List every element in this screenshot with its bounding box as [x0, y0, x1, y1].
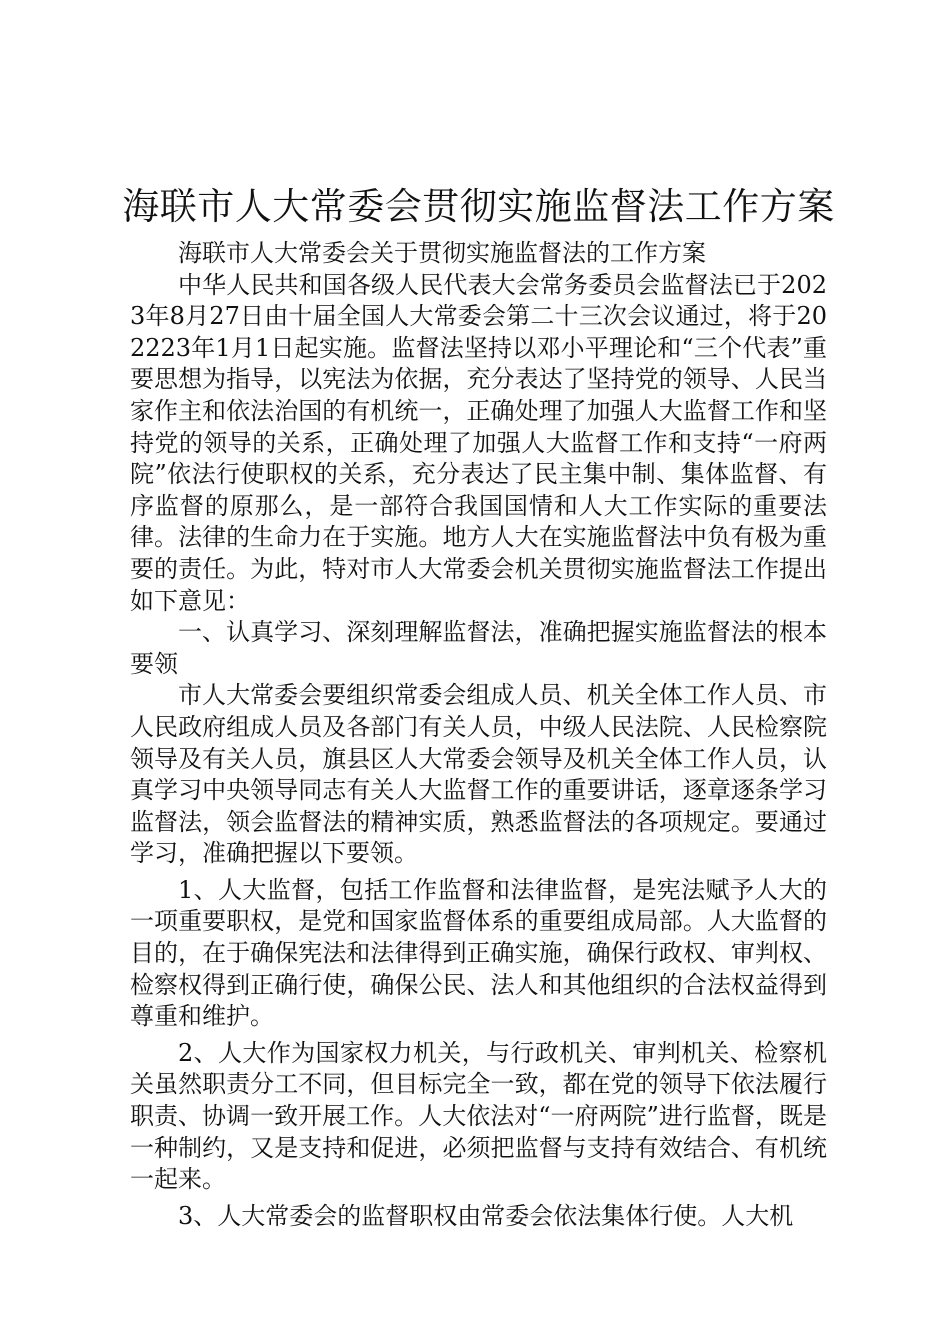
paragraph-study: 市人大常委会要组织常委会组成人员、机关全体工作人员、市人民政府组成人员及各部门有关人员，中级人民法院、人民检察院领导及有关人员，旗县区人大常委会领导及机关全体工作人员，认真学习中央领导同志有关人大监督工作的重要讲话，逐章逐条学习监督法，领会监督法的精神实质，熟悉监督法的各项规定。要通过学习，准确把握以下要领。 — [130, 681, 827, 868]
paragraph-intro: 中华人民共和国各级人民代表大会常务委员会监督法已于2023年8月27日由十届全国人大常委会第二十三次会议通过，将于202223年1月1日起实施。监督法坚持以邓小平理论和“三个代表”重要思想为指导，以宪法为依据，充分表达了坚持党的领导、人民当家作主和依法治国的有机统一，正确处理了加强人大监督工作和坚持党的领导的关系，正确处理了加强人大监督工作和支持“一府两院”依法行使职权的关系，充分表达了民主集中制、集体监督、有序监督的原那么，是一部符合我国国情和人大工作实际的重要法律。法律的生命力在于实施。地方人大在实施监督法中负有极为重要的责任。为此，特对市人大常委会机关贯彻实施监督法工作提出如下意见： — [130, 270, 827, 615]
section-heading-1: 一、认真学习、深刻理解监督法，准确把握实施监督法的根本要领 — [130, 618, 827, 678]
paragraph-subtitle: 海联市人大常委会关于贯彻实施监督法的工作方案 — [178, 239, 706, 267]
paragraph-point-2: 2、人大作为国家权力机关，与行政机关、审判机关、检察机关虽然职责分工不同，但目标完全一致，都在党的领导下依法履行职责、协调一致开展工作。人大依法对“一府两院”进行监督，既是一种制约，又是支持和促进，必须把监督与支持有效结合、有机统一起来。 — [130, 1038, 827, 1194]
document-title: 海联市人大常委会贯彻实施监督法工作方案 — [122, 185, 835, 228]
paragraph-point-1: 1、人大监督，包括工作监督和法律监督，是宪法赋予人大的一项重要职权，是党和国家监督体系的重要组成局部。人大监督的目的，在于确保宪法和法律得到正确实施，确保行政权、审判权、检察权得到正确行使，确保公民、法人和其他组织的合法权益得到尊重和维护。 — [130, 875, 827, 1031]
document-page — [122, 178, 835, 1232]
paragraph-point-3: 3、人大常委会的监督职权由常委会依法集体行使。人大机 — [178, 1201, 794, 1230]
